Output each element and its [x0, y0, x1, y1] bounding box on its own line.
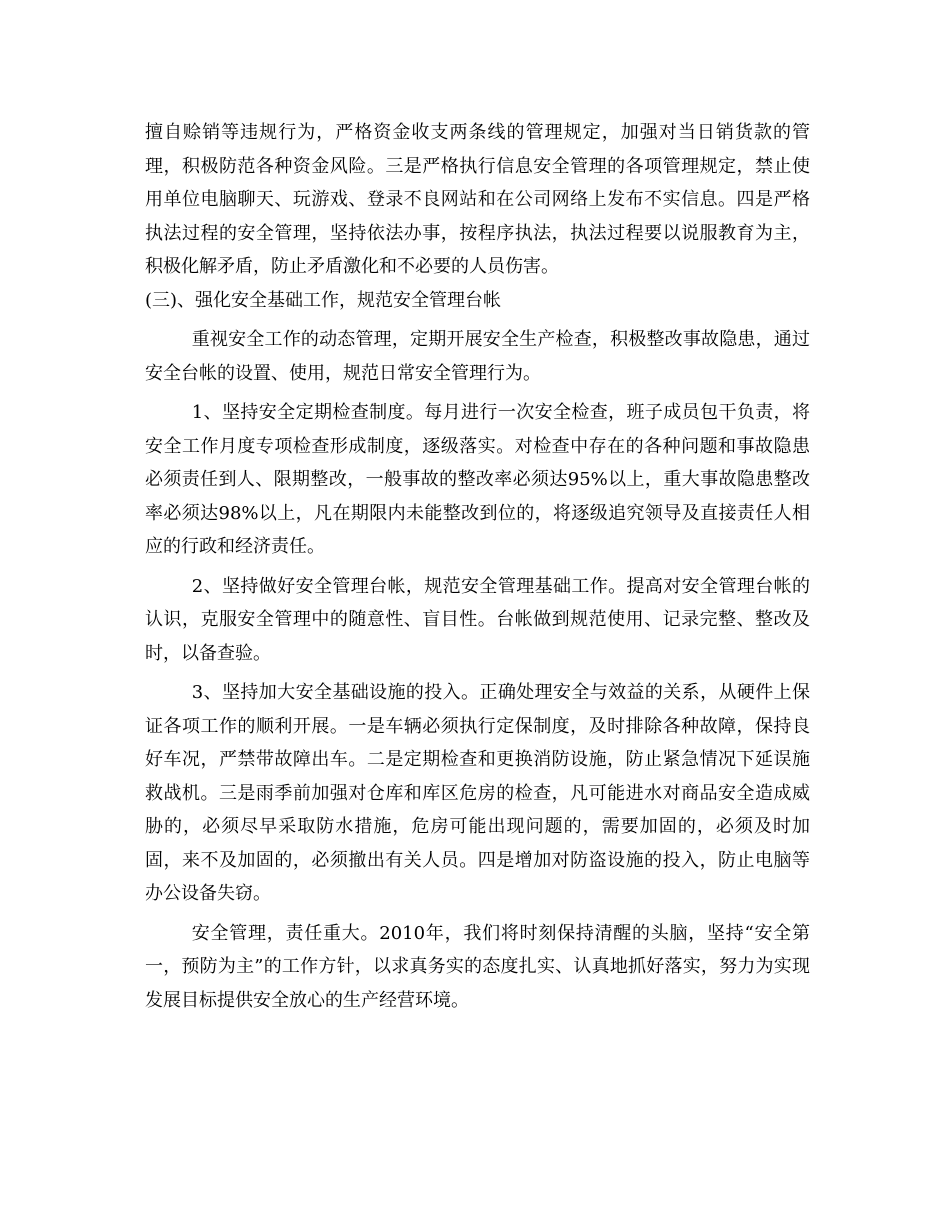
paragraph-regular-inspection: 1、坚持安全定期检查制度。每月进行一次安全检查，班子成员包干负责，将安全工作月度专项检查形成制度，逐级落实。对检查中存在的各种问题和事故隐患必须责任到人、限期整改，一般事故的整改率必须达95%以上，重大事故隐患整改率必须达98%以上，凡在期限内未能整改到位的，将逐级追究领导及直接责任人相应的行政和经济责任。	[145, 402, 810, 557]
paragraph-fund-and-info-security: 擅自赊销等违规行为，严格资金收支两条线的管理规定，加强对当日销货款的管理，积极防范各种资金风险。三是严格执行信息安全管理的各项管理规定，禁止使用单位电脑聊天、玩游戏、登录不良网站和在公司网络上发布不实信息。四是严格执法过程的安全管理，坚持依法办事，按程序执法，执法过程要以说服教育为主，积极化解矛盾，防止矛盾激化和不必要的人员伤害。	[145, 122, 810, 277]
paragraph-dynamic-management: 重视安全工作的动态管理，定期开展安全生产检查，积极整改事故隐患，通过安全台帐的设置、使用，规范日常安全管理行为。	[145, 329, 810, 384]
section-heading-three: (三)、强化安全基础工作，规范安全管理台帐	[145, 289, 502, 311]
paragraph-conclusion: 安全管理，责任重大。2010年，我们将时刻保持清醒的头脑，坚持“安全第一，预防为主”的工作方针，以求真务实的态度扎实、认真地抓好落实，努力为实现发展目标提供安全放心的生产经营环境。	[145, 922, 810, 1011]
paragraph-infrastructure-investment: 3、坚持加大安全基础设施的投入。正确处理安全与效益的关系，从硬件上保证各项工作的顺利开展。一是车辆必须执行定保制度，及时排除各种故障，保持良好车况，严禁带故障出车。二是定期检查和更换消防设施，防止紧急情况下延误施救战机。三是雨季前加强对仓库和库区危房的检查，凡可能进水对商品安全造成威胁的，必须尽早采取防水措施，危房可能出现问题的，需要加固的，必须及时加固，来不及加固的，必须撤出有关人员。四是增加对防盗设施的投入，防止电脑等办公设备失窃。	[145, 682, 810, 904]
paragraph-safety-ledger: 2、坚持做好安全管理台帐，规范安全管理基础工作。提高对安全管理台帐的认识，克服安全管理中的随意性、盲目性。台帐做到规范使用、记录完整、整改及时，以备查验。	[145, 575, 810, 664]
document-body	[145, 116, 810, 1017]
